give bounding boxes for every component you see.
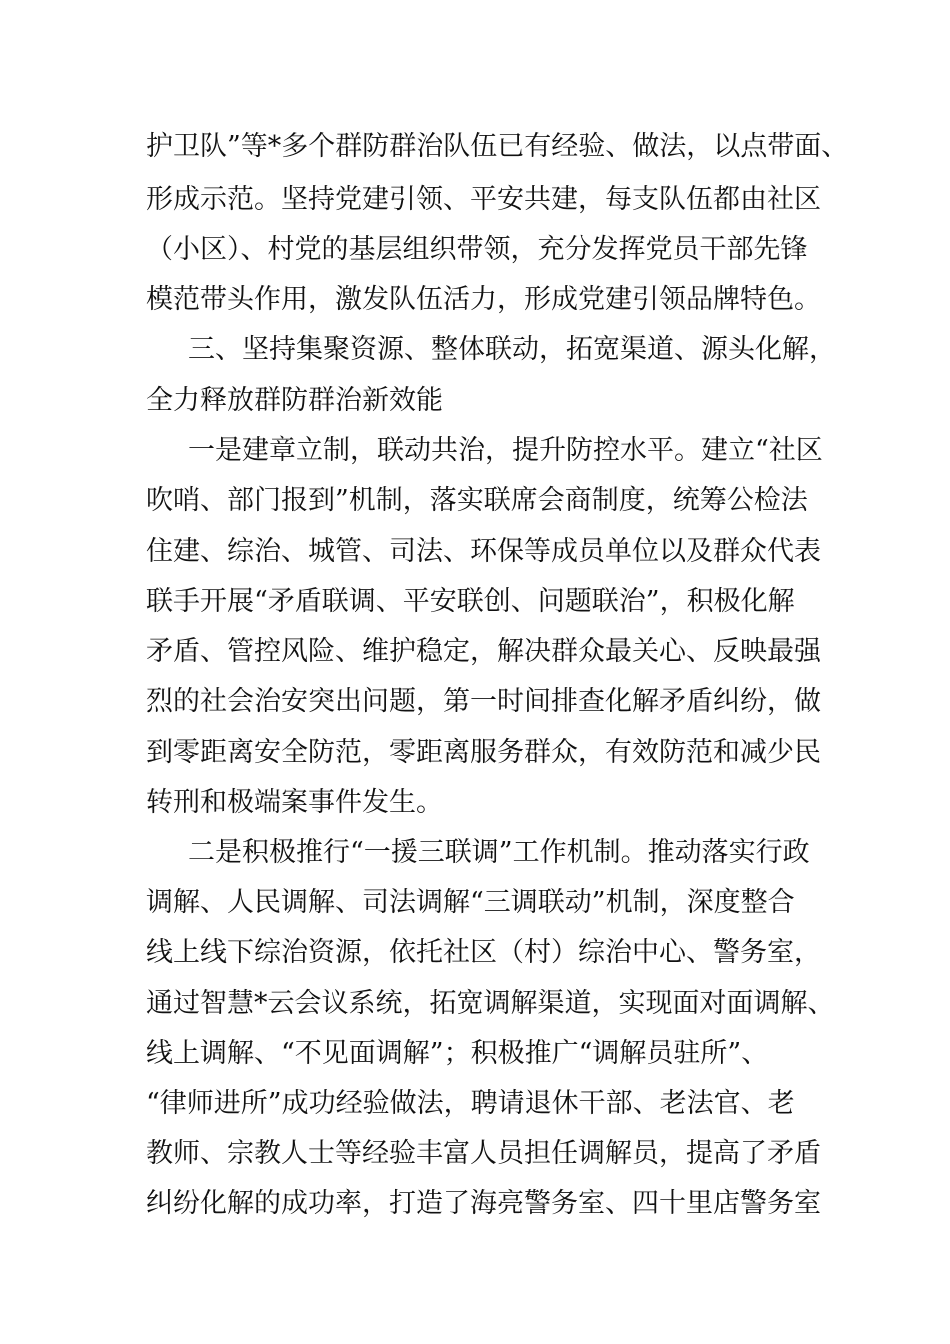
section-heading: 三、坚持集聚资源、整体联动，拓宽渠道、源头化解， <box>188 334 836 365</box>
text-line: 二是积极推行“一援三联调”工作机制。推动落实行政 <box>188 837 810 868</box>
text-line: 形成示范。坚持党建引领、平安共建，每支队伍都由社区 <box>146 184 821 215</box>
text-line: 纠纷化解的成功率，打造了海亮警务室、四十里店警务室 <box>146 1188 821 1219</box>
text-line: 转刑和极端案事件发生。 <box>146 787 443 818</box>
text-line: 烈的社会治安突出问题，第一时间排查化解矛盾纠纷，做 <box>146 686 821 717</box>
text-line: 教师、宗教人士等经验丰富人员担任调解员，提高了矛盾 <box>146 1138 821 1169</box>
text-line: 线上调解、“不见面调解”；积极推广“调解员驻所”、 <box>146 1038 769 1069</box>
text-line: 吹哨、部门报到”机制，落实联席会商制度，统筹公检法 <box>146 485 808 516</box>
section-heading: 全力释放群防群治新效能 <box>146 385 443 416</box>
text-line: 到零距离安全防范，零距离服务群众，有效防范和减少民 <box>146 737 821 768</box>
text-line: “律师进所”成功经验做法，聘请退休干部、老法官、老 <box>146 1088 795 1119</box>
text-line: （小区）、村党的基层组织带领，充分发挥党员干部先锋 <box>146 234 808 265</box>
text-line: 住建、综治、城管、司法、环保等成员单位以及群众代表 <box>146 536 821 567</box>
text-line: 线上线下综治资源，依托社区（村）综治中心、警务室， <box>146 937 821 968</box>
text-line: 调解、人民调解、司法调解“三调联动”机制，深度整合 <box>146 887 795 918</box>
text-line: 模范带头作用，激发队伍活力，形成党建引领品牌特色。 <box>146 284 821 315</box>
text-line: 通过智慧*云会议系统，拓宽调解渠道，实现面对面调解、 <box>146 988 835 1019</box>
text-line: 一是建章立制，联动共治，提升防控水平。建立“社区 <box>188 435 823 466</box>
text-line: 护卫队”等*多个群防群治队伍已有经验、做法，以点带面、 <box>146 131 849 162</box>
text-line: 联手开展“矛盾联调、平安联创、问题联治”，积极化解 <box>146 586 795 617</box>
text-line: 矛盾、管控风险、维护稳定，解决群众最关心、反映最强 <box>146 636 821 667</box>
